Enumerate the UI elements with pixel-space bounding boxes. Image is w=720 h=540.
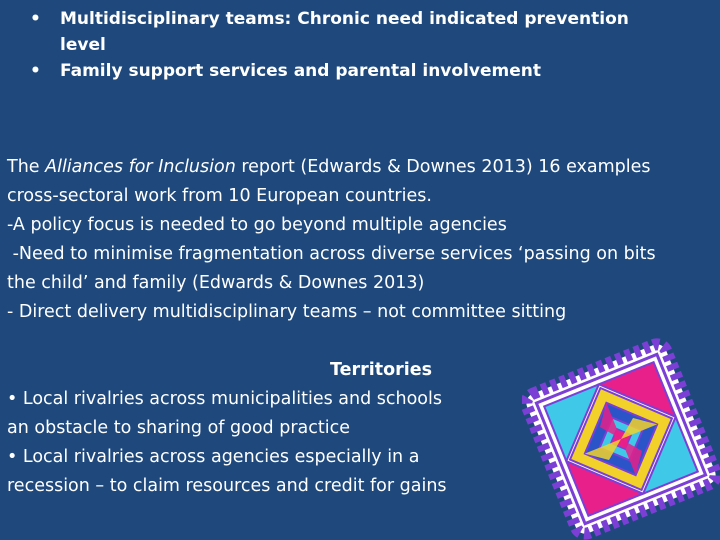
paragraph-line-5: the child’ and family (Edwards & Downes 2013) [7, 273, 425, 293]
quilt-pattern-icon [522, 338, 720, 540]
bullet-item-multidisciplinary [30, 6, 690, 58]
bullet-line-continued: level [60, 35, 106, 55]
paragraph-line-6: - Direct delivery multidisciplinary teams – not committee sitting [7, 302, 567, 322]
paragraph-line-4: -Need to minimise fragmentation across diverse services ‘passing on bits [7, 244, 656, 264]
report-title: Alliances for Inclusion [45, 157, 236, 177]
territories-line-3: • Local rivalries across agencies especially in a [7, 447, 420, 467]
territories-heading: Territories [330, 360, 433, 380]
bullet-line: Family support services and parental involvement [60, 61, 541, 81]
top-bullet-list [30, 6, 690, 84]
text-run: report (Edwards & Downes 2013) 16 examples [235, 157, 651, 177]
bullet-line: Multidisciplinary teams: Chronic need indicated prevention [60, 9, 629, 29]
paragraph-line-2: cross-sectoral work from 10 European countries. [7, 186, 432, 206]
paragraph-line-3: -A policy focus is needed to go beyond multiple agencies [7, 215, 507, 235]
paragraph-line-1 [7, 153, 720, 182]
territories-line-2: an obstacle to sharing of good practice [7, 418, 350, 438]
alliances-paragraph [7, 153, 720, 327]
territories-section [7, 356, 507, 501]
territories-line-4: recession – to claim resources and credit for gains [7, 476, 447, 496]
bullet-item-family-support [30, 58, 690, 84]
text-run: The [7, 157, 46, 177]
territories-line-1: • Local rivalries across municipalities and schools [7, 389, 442, 409]
